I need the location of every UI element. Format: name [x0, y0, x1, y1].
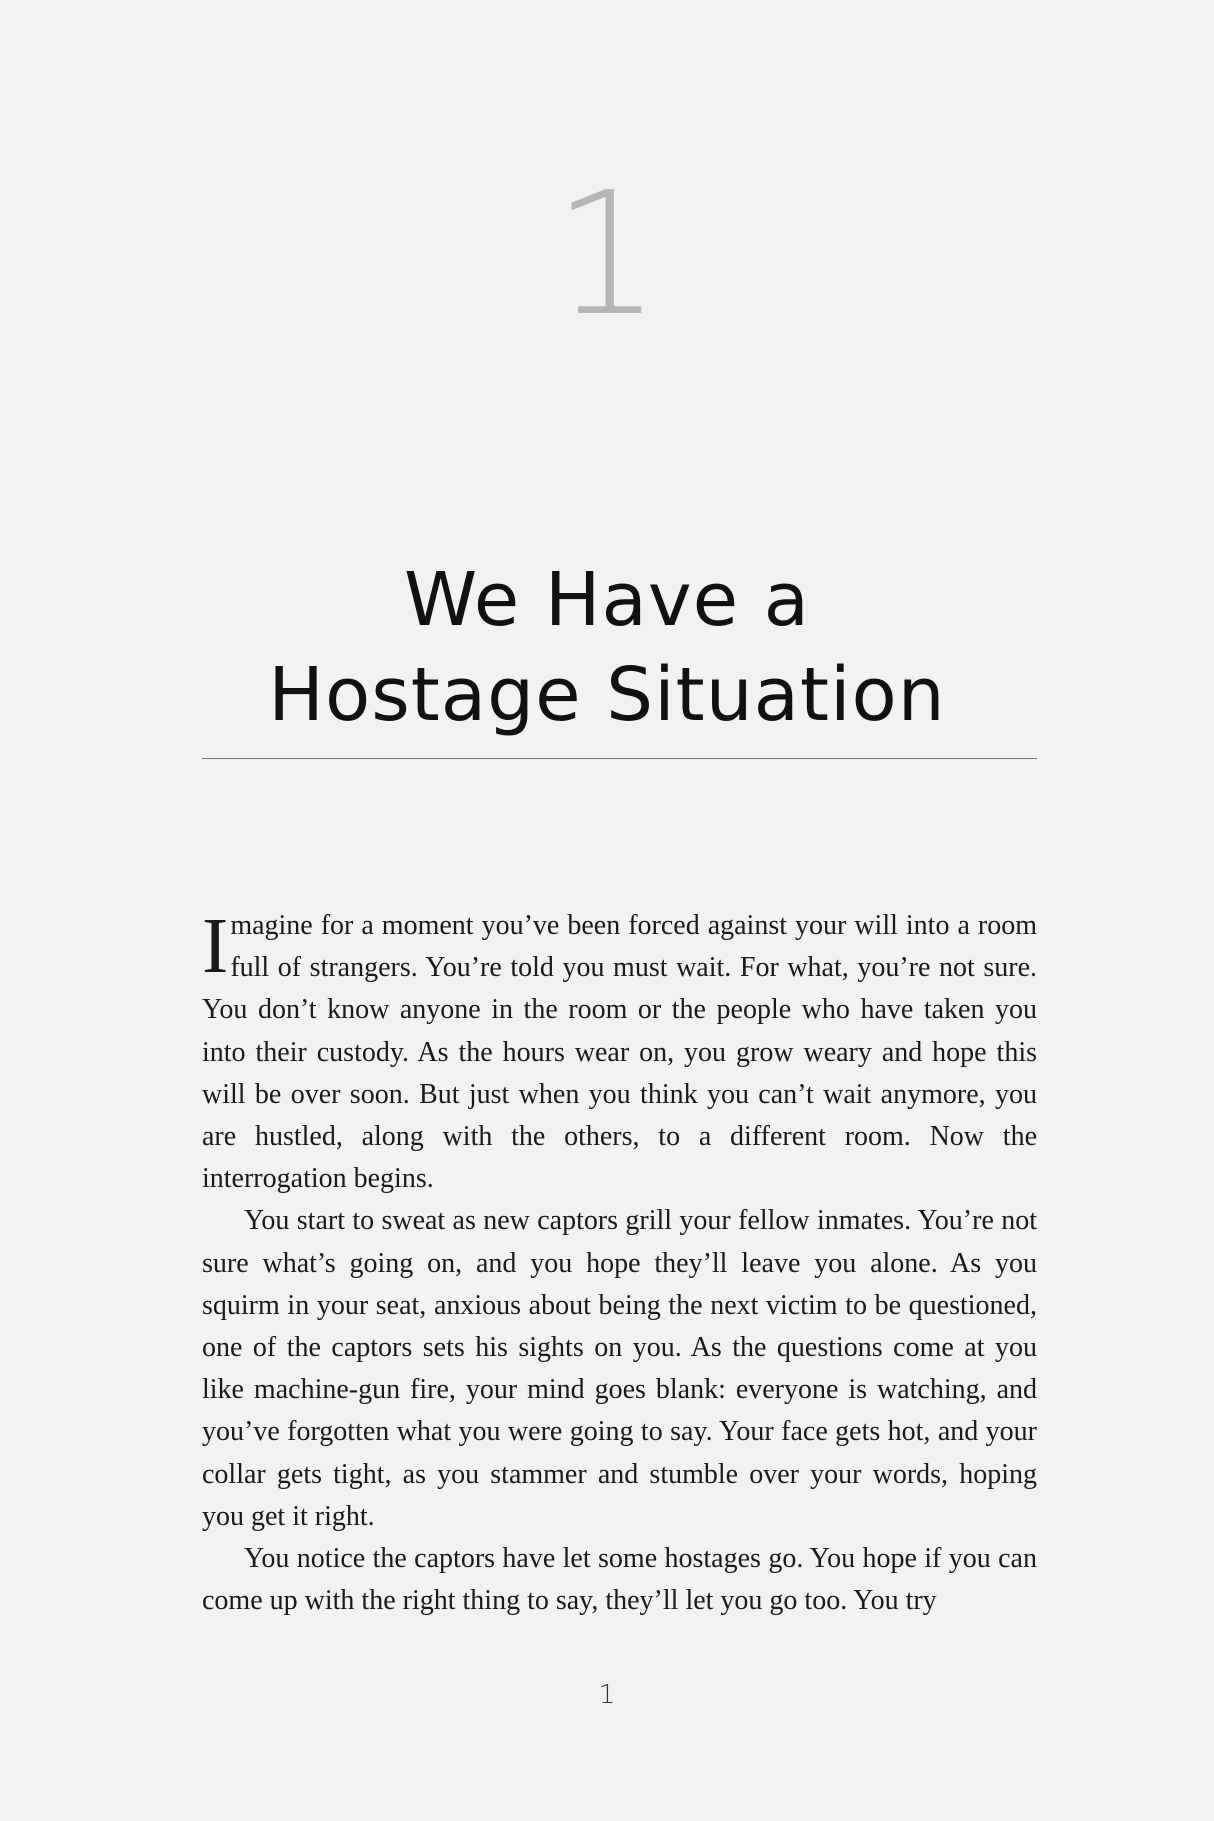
paragraph-2: You start to sweat as new captors grill your fellow inmates. You’re not sure what’s going on, and you hope they’ll leave you alone. As you squirm in your seat, anxious about being the next victim to be questioned, one of the captors sets his sights on you. As the questions come at you like machine-gun fire, your mind goes blank: everyone is watching, and you’ve forgotten what you were going to say. Your face gets hot, and your collar gets tight, as you stammer and stumble over your words, hoping you get it right. — [202, 1205, 1037, 1532]
chapter-title-line-2: Hostage Situation — [268, 652, 946, 738]
title-divider — [202, 758, 1037, 759]
chapter-title — [0, 553, 1214, 743]
paragraph-1 — [202, 905, 1037, 1200]
paragraph-3: You notice the captors have let some hostages go. You hope if you can come up with the right thing to say, they’ll let you go too. You try — [202, 1543, 1037, 1617]
paragraph-1-text: magine for a moment you’ve been forced against your will into a room full of strangers. You’re told you must wait. For what, you’re not sure. You don’t know anyone in the room or the people who have taken you into their custody. As the hours wear on, you grow weary and hope this will be over soon. But just when you think you can’t wait anymore, you are hustled, along with the others, to a different room. Now the interrogation begins. — [202, 910, 1037, 1195]
drop-cap: I — [202, 903, 229, 990]
body-text — [202, 905, 1037, 1622]
chapter-title-line-1: We Have a — [403, 557, 811, 643]
chapter-number: 1 — [552, 156, 662, 354]
page-number: 1 — [598, 1680, 616, 1710]
